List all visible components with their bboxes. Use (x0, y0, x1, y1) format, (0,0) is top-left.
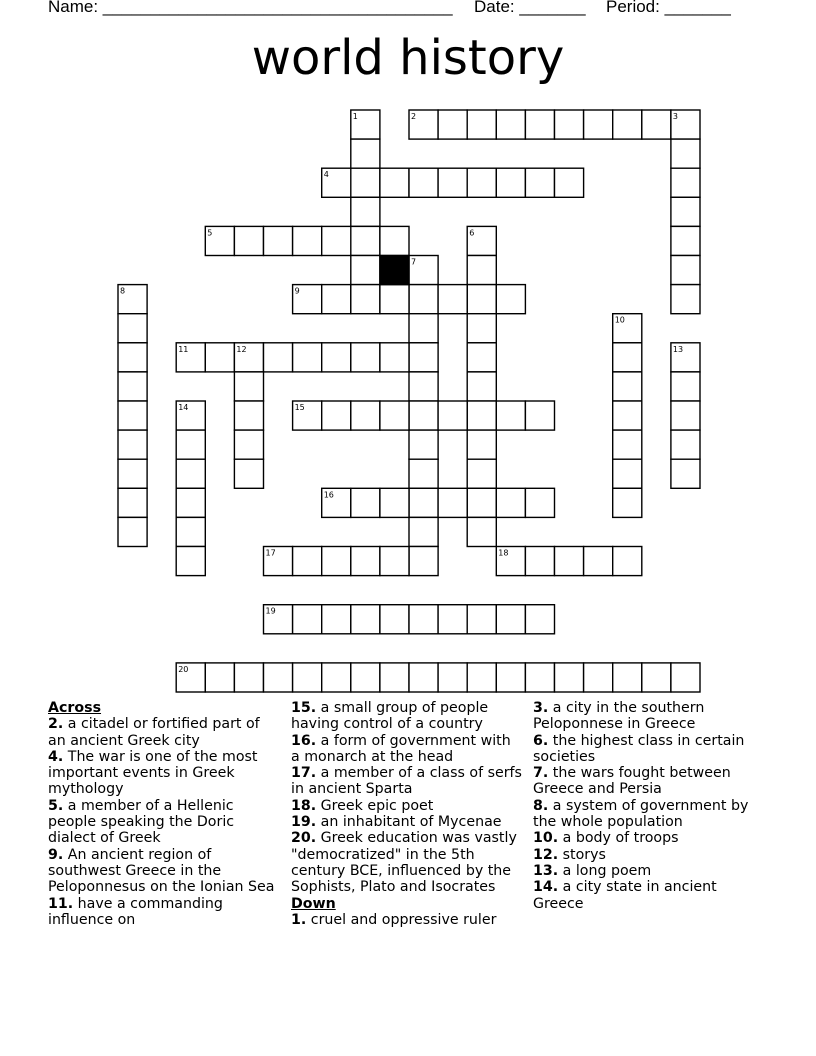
grid-cell[interactable] (671, 343, 700, 372)
grid-cell[interactable] (467, 605, 496, 634)
grid-cell[interactable] (118, 488, 147, 517)
clue-number-label: 19 (265, 606, 276, 616)
grid-cell[interactable] (671, 226, 700, 255)
clues-column-1 (48, 700, 280, 928)
grid-cell[interactable] (467, 285, 496, 314)
down-clue (533, 879, 768, 912)
grid-cell[interactable] (409, 168, 438, 197)
clue-text: a city in the southern Peloponnese in Greece (533, 700, 705, 733)
clue-number: 8. (533, 797, 549, 814)
grid-cell[interactable] (118, 343, 147, 372)
grid-cell[interactable] (496, 110, 525, 139)
grid-cell[interactable] (555, 168, 584, 197)
grid-cell[interactable] (176, 401, 205, 430)
grid-cell[interactable] (176, 517, 205, 546)
grid-cell[interactable] (322, 605, 351, 634)
grid-cell[interactable] (467, 488, 496, 517)
grid-cell[interactable] (409, 285, 438, 314)
grid-cell[interactable] (438, 168, 467, 197)
clue-text: storys (558, 846, 606, 863)
across-clue (291, 700, 523, 733)
grid-cell[interactable] (380, 285, 409, 314)
clue-text: a member of a class of serfs in ancient Sparta (291, 765, 522, 798)
clue-number: 12. (533, 846, 559, 863)
grid-cell[interactable] (642, 110, 671, 139)
grid-cell[interactable] (613, 314, 642, 343)
clue-number: 13. (533, 862, 559, 879)
grid-cell[interactable] (176, 430, 205, 459)
clue-number-label: 11 (178, 344, 189, 354)
grid-cell[interactable] (322, 547, 351, 576)
clue-number: 4. (48, 748, 64, 765)
grid-cell[interactable] (118, 401, 147, 430)
grid-cell[interactable] (234, 343, 263, 372)
grid-cell[interactable] (409, 663, 438, 692)
grid-cell[interactable] (525, 168, 554, 197)
clue-number-label: 7 (411, 257, 417, 267)
grid-cell[interactable] (293, 285, 322, 314)
grid-cell[interactable] (613, 401, 642, 430)
clue-text: Greek education was vastly "democratized" in the 5th century BCE, influenced by the Sophists, Plato and Isocrates (291, 830, 517, 896)
clue-number: 14. (533, 879, 559, 896)
grid-cell[interactable] (380, 168, 409, 197)
grid-cell[interactable] (438, 488, 467, 517)
down-clue (533, 765, 768, 798)
clue-number-label: 1 (352, 112, 358, 121)
clue-number: 17. (291, 765, 317, 782)
clue-number-label: 10 (614, 315, 625, 325)
clue-number-label: 5 (207, 228, 213, 238)
grid-cell[interactable] (555, 663, 584, 692)
grid-cell[interactable] (293, 663, 322, 692)
grid-cell[interactable] (322, 488, 351, 517)
down-clue (533, 847, 768, 863)
grid-cell[interactable] (584, 547, 613, 576)
across-heading: Across (48, 700, 102, 716)
grid-cell[interactable] (671, 430, 700, 459)
clue-text: an inhabitant of Mycenae (316, 814, 502, 831)
clue-number: 1. (291, 911, 307, 928)
clue-number: 5. (48, 797, 64, 814)
grid-cell[interactable] (264, 663, 293, 692)
period-field-label: Period: _______ (606, 0, 731, 16)
clue-text: a small group of people having control of a country (291, 700, 489, 733)
down-heading: Down (291, 895, 336, 912)
black-cell (380, 256, 409, 285)
clue-number: 7. (533, 765, 549, 782)
grid-cell[interactable] (584, 663, 613, 692)
grid-cell[interactable] (525, 110, 554, 139)
grid-cell[interactable] (351, 285, 380, 314)
clue-number: 2. (48, 716, 64, 733)
grid-cell[interactable] (351, 488, 380, 517)
clue-text: Greek epic poet (316, 797, 434, 814)
grid-cell[interactable] (351, 605, 380, 634)
grid-cell[interactable] (322, 226, 351, 255)
grid-cell[interactable] (671, 110, 700, 139)
clues-column-3 (533, 700, 768, 912)
clue-number: 18. (291, 797, 317, 814)
grid-cell[interactable] (467, 256, 496, 285)
clue-text: a city state in ancient Greece (533, 879, 717, 912)
grid-cell[interactable] (234, 226, 263, 255)
grid-cell[interactable] (322, 285, 351, 314)
clue-number-label: 6 (469, 228, 475, 238)
grid-cell[interactable] (351, 401, 380, 430)
grid-cell[interactable] (467, 343, 496, 372)
clue-number: 15. (291, 700, 317, 716)
grid-cell[interactable] (351, 547, 380, 576)
grid-cell[interactable] (118, 314, 147, 343)
grid-cell[interactable] (555, 547, 584, 576)
grid-cell[interactable] (176, 547, 205, 576)
clue-number-label: 2 (411, 112, 417, 121)
across-clue (291, 830, 523, 895)
across-clue (291, 798, 523, 814)
clue-number: 6. (533, 732, 549, 749)
grid-cell[interactable] (118, 517, 147, 546)
grid-cell[interactable] (264, 547, 293, 576)
grid-cell[interactable] (234, 459, 263, 488)
down-clue (533, 733, 768, 766)
across-clue (291, 765, 523, 798)
down-clue (291, 912, 523, 928)
clues-column-2 (291, 700, 523, 928)
clue-number-label: 8 (120, 286, 126, 296)
clue-number-label: 17 (265, 548, 276, 558)
across-clue (291, 733, 523, 766)
grid-cell[interactable] (118, 459, 147, 488)
grid-cell[interactable] (409, 110, 438, 139)
grid-cell[interactable] (118, 430, 147, 459)
grid-cell[interactable] (525, 488, 554, 517)
grid-cell[interactable] (467, 459, 496, 488)
clue-number: 11. (48, 895, 74, 912)
grid-cell[interactable] (409, 314, 438, 343)
clue-text: a member of a Hellenic people speaking the Doric dialect of Greek (48, 797, 235, 847)
clue-text: a form of government with a monarch at the head (291, 732, 511, 765)
grid-cell[interactable] (671, 256, 700, 285)
grid-cell[interactable] (496, 605, 525, 634)
grid-cell[interactable] (351, 139, 380, 168)
grid-cell[interactable] (613, 343, 642, 372)
grid-cell[interactable] (351, 343, 380, 372)
clue-text: have a commanding influence on (48, 895, 223, 928)
grid-cell[interactable] (293, 547, 322, 576)
grid-cell[interactable] (234, 430, 263, 459)
grid-cell[interactable] (467, 517, 496, 546)
grid-cell[interactable] (613, 372, 642, 401)
grid-cell[interactable] (293, 226, 322, 255)
grid-cell[interactable] (409, 430, 438, 459)
grid-cell[interactable] (351, 256, 380, 285)
grid-cell[interactable] (176, 459, 205, 488)
grid-cell[interactable] (351, 197, 380, 226)
grid-cell[interactable] (380, 343, 409, 372)
clue-number-label: 16 (323, 490, 334, 500)
grid-cell[interactable] (409, 256, 438, 285)
across-clue (48, 749, 280, 798)
clue-number: 19. (291, 814, 317, 831)
grid-cell[interactable] (438, 605, 467, 634)
grid-cell[interactable] (613, 663, 642, 692)
grid-cell[interactable] (176, 343, 205, 372)
grid-cell[interactable] (264, 226, 293, 255)
date-field-label: Date: _______ (474, 0, 586, 16)
clue-number: 16. (291, 732, 317, 749)
grid-cell[interactable] (351, 168, 380, 197)
grid-cell[interactable] (380, 226, 409, 255)
grid-cell[interactable] (671, 401, 700, 430)
grid-cell[interactable] (409, 605, 438, 634)
grid-cell[interactable] (671, 197, 700, 226)
grid-cell[interactable] (613, 459, 642, 488)
grid-cell[interactable] (438, 285, 467, 314)
name-field-label: Name: _____________________________________ (48, 0, 453, 16)
grid-cell[interactable] (118, 285, 147, 314)
grid-cell[interactable] (613, 488, 642, 517)
down-clue (533, 830, 768, 846)
clue-text: a citadel or fortified part of an ancient Greek city (48, 716, 260, 749)
across-clue (291, 814, 523, 830)
clue-text: The war is one of the most important events in Greek mythology (48, 748, 258, 798)
grid-cell[interactable] (293, 343, 322, 372)
clue-text: a system of government by the whole population (533, 797, 749, 831)
clue-number-label: 20 (178, 664, 189, 674)
grid-cell[interactable] (264, 605, 293, 634)
puzzle-title: world history (251, 30, 565, 86)
clue-text: An ancient region of southwest Greece in the Peloponnesus on the Ionian Sea (48, 846, 275, 896)
across-clue (48, 798, 280, 847)
grid-cell[interactable] (322, 663, 351, 692)
grid-cell[interactable] (118, 372, 147, 401)
clue-text: a body of troops (558, 830, 679, 847)
grid-cell[interactable] (671, 459, 700, 488)
grid-cell[interactable] (205, 663, 234, 692)
clue-number-label: 12 (236, 344, 247, 354)
grid-cell[interactable] (409, 488, 438, 517)
down-clue (533, 798, 768, 831)
clue-number-label: 14 (178, 403, 189, 412)
grid-cell[interactable] (322, 401, 351, 430)
clue-number-label: 9 (294, 286, 300, 296)
clue-number-label: 18 (498, 548, 509, 558)
grid-cell[interactable] (467, 401, 496, 430)
grid-cell[interactable] (525, 547, 554, 576)
grid-cell[interactable] (380, 488, 409, 517)
grid-cell[interactable] (409, 459, 438, 488)
clue-number: 10. (533, 830, 559, 847)
grid-cell[interactable] (467, 430, 496, 459)
grid-cell[interactable] (467, 372, 496, 401)
grid-cell[interactable] (496, 401, 525, 430)
grid-cell[interactable] (467, 663, 496, 692)
across-clue (48, 716, 280, 749)
grid-cell[interactable] (205, 226, 234, 255)
grid-cell[interactable] (438, 110, 467, 139)
clue-text: the highest class in certain societies (533, 732, 745, 765)
grid-cell[interactable] (293, 605, 322, 634)
grid-cell[interactable] (496, 547, 525, 576)
grid-cell[interactable] (264, 343, 293, 372)
grid-cell[interactable] (642, 663, 671, 692)
grid-cell[interactable] (467, 110, 496, 139)
grid-cell[interactable] (380, 663, 409, 692)
clue-number: 3. (533, 700, 549, 716)
grid-cell[interactable] (438, 401, 467, 430)
grid-cell[interactable] (351, 226, 380, 255)
grid-cell[interactable] (496, 488, 525, 517)
grid-cell[interactable] (671, 372, 700, 401)
grid-cell[interactable] (205, 343, 234, 372)
grid-cell[interactable] (409, 372, 438, 401)
grid-cell[interactable] (409, 343, 438, 372)
across-clue (48, 847, 280, 896)
grid-cell[interactable] (380, 547, 409, 576)
grid-cell[interactable] (380, 401, 409, 430)
grid-cell[interactable] (409, 547, 438, 576)
grid-cell[interactable] (496, 285, 525, 314)
grid-cell[interactable] (234, 372, 263, 401)
grid-cell[interactable] (438, 663, 467, 692)
grid-cell[interactable] (671, 663, 700, 692)
grid-cell[interactable] (409, 517, 438, 546)
grid-cell[interactable] (525, 401, 554, 430)
grid-cell[interactable] (234, 663, 263, 692)
grid-cell[interactable] (467, 168, 496, 197)
grid-cell[interactable] (525, 605, 554, 634)
grid-cell[interactable] (351, 663, 380, 692)
grid-cell[interactable] (671, 139, 700, 168)
clue-number-label: 15 (294, 403, 305, 412)
grid-cell[interactable] (467, 314, 496, 343)
grid-cell[interactable] (671, 168, 700, 197)
grid-cell[interactable] (613, 430, 642, 459)
down-clue (533, 863, 768, 879)
clue-number: 9. (48, 846, 64, 863)
grid-cell[interactable] (525, 663, 554, 692)
grid-cell[interactable] (176, 488, 205, 517)
grid-cell[interactable] (467, 226, 496, 255)
grid-cell[interactable] (584, 110, 613, 139)
clue-text: a long poem (558, 862, 652, 879)
grid-cell[interactable] (176, 663, 205, 692)
grid-cell[interactable] (613, 547, 642, 576)
clue-number-label: 3 (672, 112, 678, 121)
grid-cell[interactable] (322, 343, 351, 372)
grid-cell[interactable] (671, 285, 700, 314)
grid-cell[interactable] (613, 110, 642, 139)
clue-text: cruel and oppressive ruler (306, 911, 497, 928)
grid-cell[interactable] (496, 663, 525, 692)
grid-cell[interactable] (234, 401, 263, 430)
across-clue (48, 896, 280, 929)
grid-cell[interactable] (555, 110, 584, 139)
clue-number-label: 4 (323, 170, 329, 180)
grid-cell[interactable] (351, 110, 380, 139)
clue-text: the wars fought between Greece and Persia (533, 765, 731, 798)
grid-cell[interactable] (409, 401, 438, 430)
clue-number: 20. (291, 830, 317, 847)
clue-number-label: 13 (672, 344, 684, 354)
grid-cell[interactable] (293, 401, 322, 430)
grid-cell[interactable] (322, 168, 351, 197)
grid-cell[interactable] (496, 168, 525, 197)
grid-cell[interactable] (380, 605, 409, 634)
down-clue (533, 700, 768, 733)
